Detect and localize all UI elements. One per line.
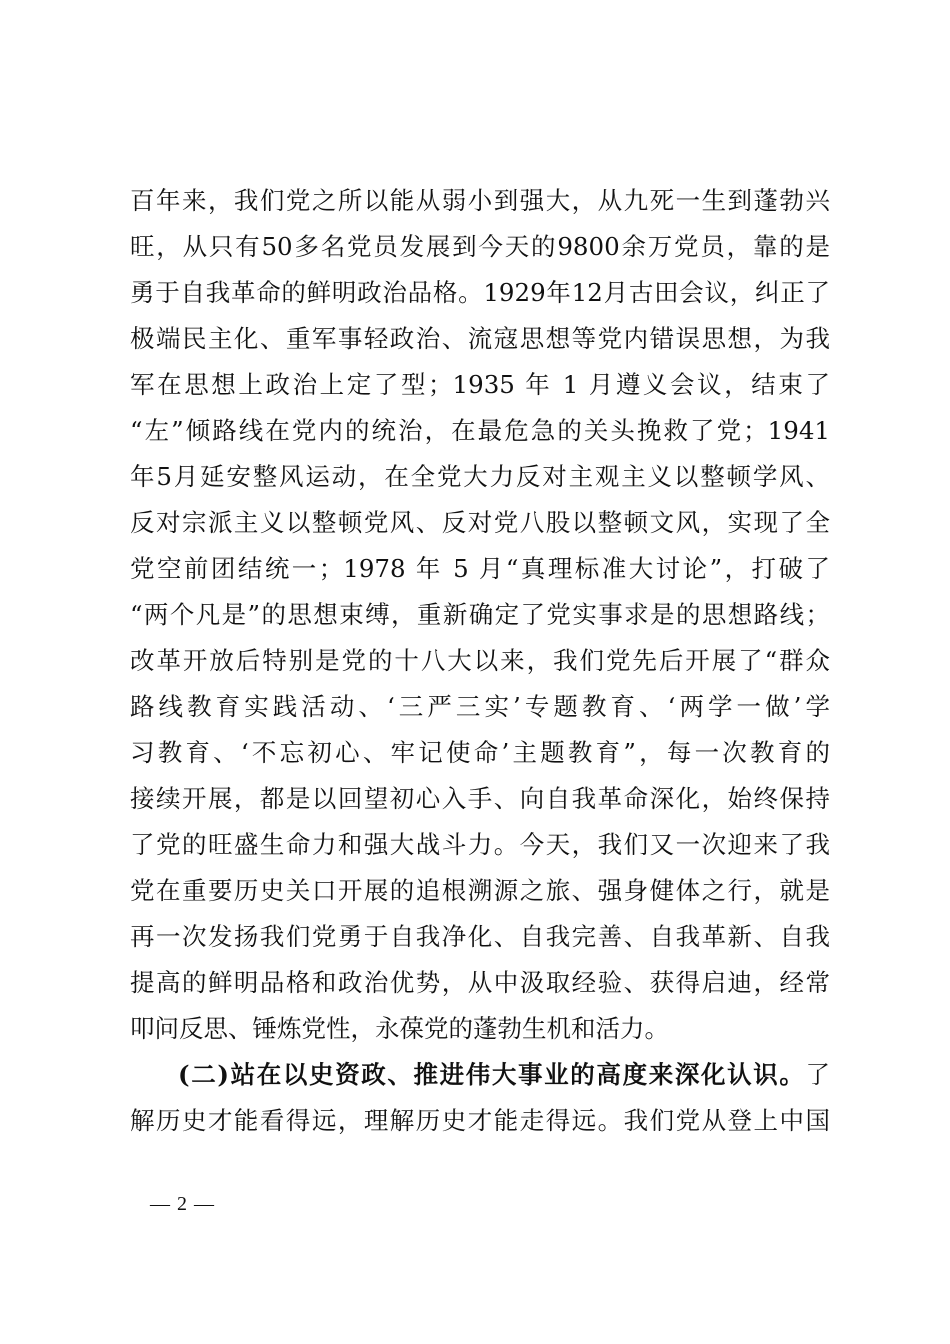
text-line: “两个凡是”的思想束缚，重新确定了党实事求是的思想路线； xyxy=(130,600,830,629)
page-number: — 2 — xyxy=(150,1193,215,1215)
text-line: 党空前团结统一；1978 年 5 月“真理标准大讨论”，打破了 xyxy=(130,554,830,583)
text-line: 了党的旺盛生命力和强大战斗力。今天，我们又一次迎来了我 xyxy=(130,830,830,859)
body-text xyxy=(130,178,830,1144)
text-line: 百年来，我们党之所以能从弱小到强大，从九死一生到蓬勃兴 xyxy=(130,186,830,215)
text-line: 极端民主化、重军事轻政治、流寇思想等党内错误思想，为我 xyxy=(130,324,830,353)
text-line: 再一次发扬我们党勇于自我净化、自我完善、自我革新、自我 xyxy=(130,922,830,951)
text-line: 年5月延安整风运动，在全党大力反对主观主义以整顿学风、 xyxy=(130,462,830,491)
section-heading-tail: 了 xyxy=(805,1060,830,1089)
text-line: 习教育、‘不忘初心、牢记使命’主题教育”，每一次教育的 xyxy=(130,738,830,767)
text-line: 反对宗派主义以整顿党风、反对党八股以整顿文风，实现了全 xyxy=(130,508,830,537)
text-line: 提高的鲜明品格和政治优势，从中汲取经验、获得启迪，经常 xyxy=(130,968,830,997)
text-line: 路线教育实践活动、‘三严三实’专题教育、‘两学一做’学 xyxy=(130,692,830,721)
text-line: 叩问反思、锤炼党性，永葆党的蓬勃生机和活力。 xyxy=(130,1014,669,1043)
text-line: 勇于自我革命的鲜明政治品格。1929年12月古田会议，纠正了 xyxy=(130,278,830,307)
text-line: 军在思想上政治上定了型；1935 年 1 月遵义会议，结束了 xyxy=(130,370,830,399)
text-line: 改革开放后特别是党的十八大以来，我们党先后开展了“群众 xyxy=(130,646,830,675)
text-line: 党在重要历史关口开展的追根溯源之旅、强身健体之行，就是 xyxy=(130,876,830,905)
section-heading: (二)站在以史资政、推进伟大事业的高度来深化认识。 xyxy=(178,1060,806,1089)
section-heading-line xyxy=(130,1052,830,1098)
text-line: 解历史才能看得远，理解历史才能走得远。我们党从登上中国 xyxy=(130,1106,830,1135)
text-line: 接续开展，都是以回望初心入手、向自我革命深化，始终保持 xyxy=(130,784,830,813)
text-line: 旺，从只有50多名党员发展到今天的9800余万党员，靠的是 xyxy=(130,232,830,261)
text-line: “左”倾路线在党内的统治，在最危急的关头挽救了党；1941 xyxy=(130,416,830,445)
